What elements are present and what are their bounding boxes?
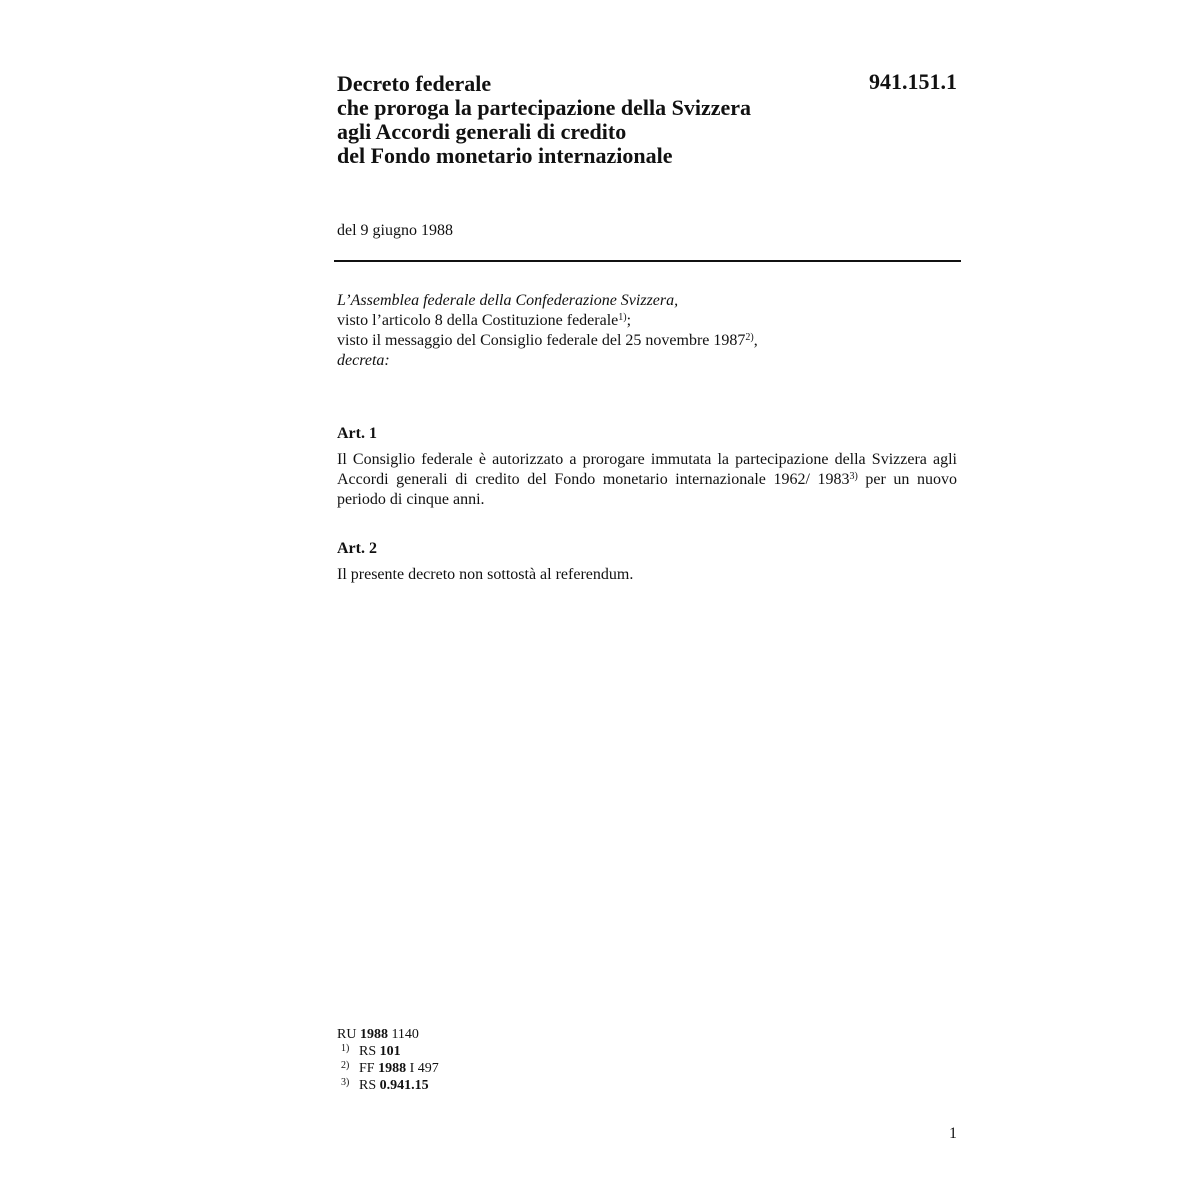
footnote-reference: 2) (745, 332, 754, 343)
page-number: 1 (949, 1125, 957, 1142)
footnote-reference: 3) (849, 471, 858, 482)
footnote-reference: 1) (618, 312, 627, 323)
footnote-bold: 101 (379, 1044, 401, 1059)
title-line: del Fondo monetario internazionale (337, 143, 673, 168)
footnote-prefix: FF (359, 1061, 375, 1076)
footnote-page: 1140 (391, 1027, 419, 1042)
horizontal-divider (334, 260, 961, 262)
footnote-item: 1) RS 101 (341, 1043, 401, 1059)
preamble-line-text: visto l’articolo 8 della Costituzione federale (337, 312, 619, 329)
sr-number: 941.151.1 (869, 69, 957, 94)
article-2 (337, 539, 957, 585)
preamble-punctuation: ; (626, 312, 632, 329)
footnote-bold: 0.941.15 (379, 1078, 429, 1093)
article-heading: Art. 2 (337, 540, 377, 557)
document-title (337, 72, 857, 168)
footnote-bold: 1988 (378, 1061, 407, 1076)
footnote-ru (337, 1026, 439, 1043)
article-1 (337, 424, 957, 510)
preamble-line-text: visto il messaggio del Consiglio federale del 25 novembre 1987 (337, 332, 746, 349)
article-text-part: Il Consiglio federale è autorizzato a prorogare immutata la partecipazione della Svizzera agli Accordi generali di credito del Fondo monetario internazionale 1962/ 1983 (337, 451, 957, 488)
preamble-decreta: decreta: (337, 352, 390, 369)
title-line: che proroga la partecipazione della Svizzera (337, 95, 752, 120)
preamble-line-message (337, 331, 957, 351)
decree-date: del 9 giugno 1988 (337, 222, 453, 239)
footnote-prefix: RU (337, 1027, 357, 1042)
preamble-assembly: L’Assemblea federale della Confederazione Svizzera, (337, 292, 679, 309)
footnotes (337, 1026, 439, 1094)
footnote-year: 1988 (359, 1027, 388, 1042)
footnote-item: 3) RS 0.941.15 (341, 1077, 429, 1093)
article-heading: Art. 1 (337, 425, 377, 442)
article-text (337, 450, 957, 510)
title-line: Decreto federale (337, 71, 492, 96)
preamble-punctuation: , (753, 332, 758, 349)
article-text-part: per un nuovo periodo di cinque anni. (337, 471, 958, 508)
preamble (337, 291, 957, 371)
footnote-prefix: RS (359, 1078, 377, 1093)
preamble-line-constitution (337, 311, 957, 331)
footnote-suffix: I 497 (409, 1061, 439, 1076)
footnote-item: 2) FF 1988 I 497 (341, 1060, 439, 1076)
footnote-prefix: RS (359, 1044, 377, 1059)
title-line: agli Accordi generali di credito (337, 119, 627, 144)
article-text: Il presente decreto non sottostà al referendum. (337, 566, 634, 583)
